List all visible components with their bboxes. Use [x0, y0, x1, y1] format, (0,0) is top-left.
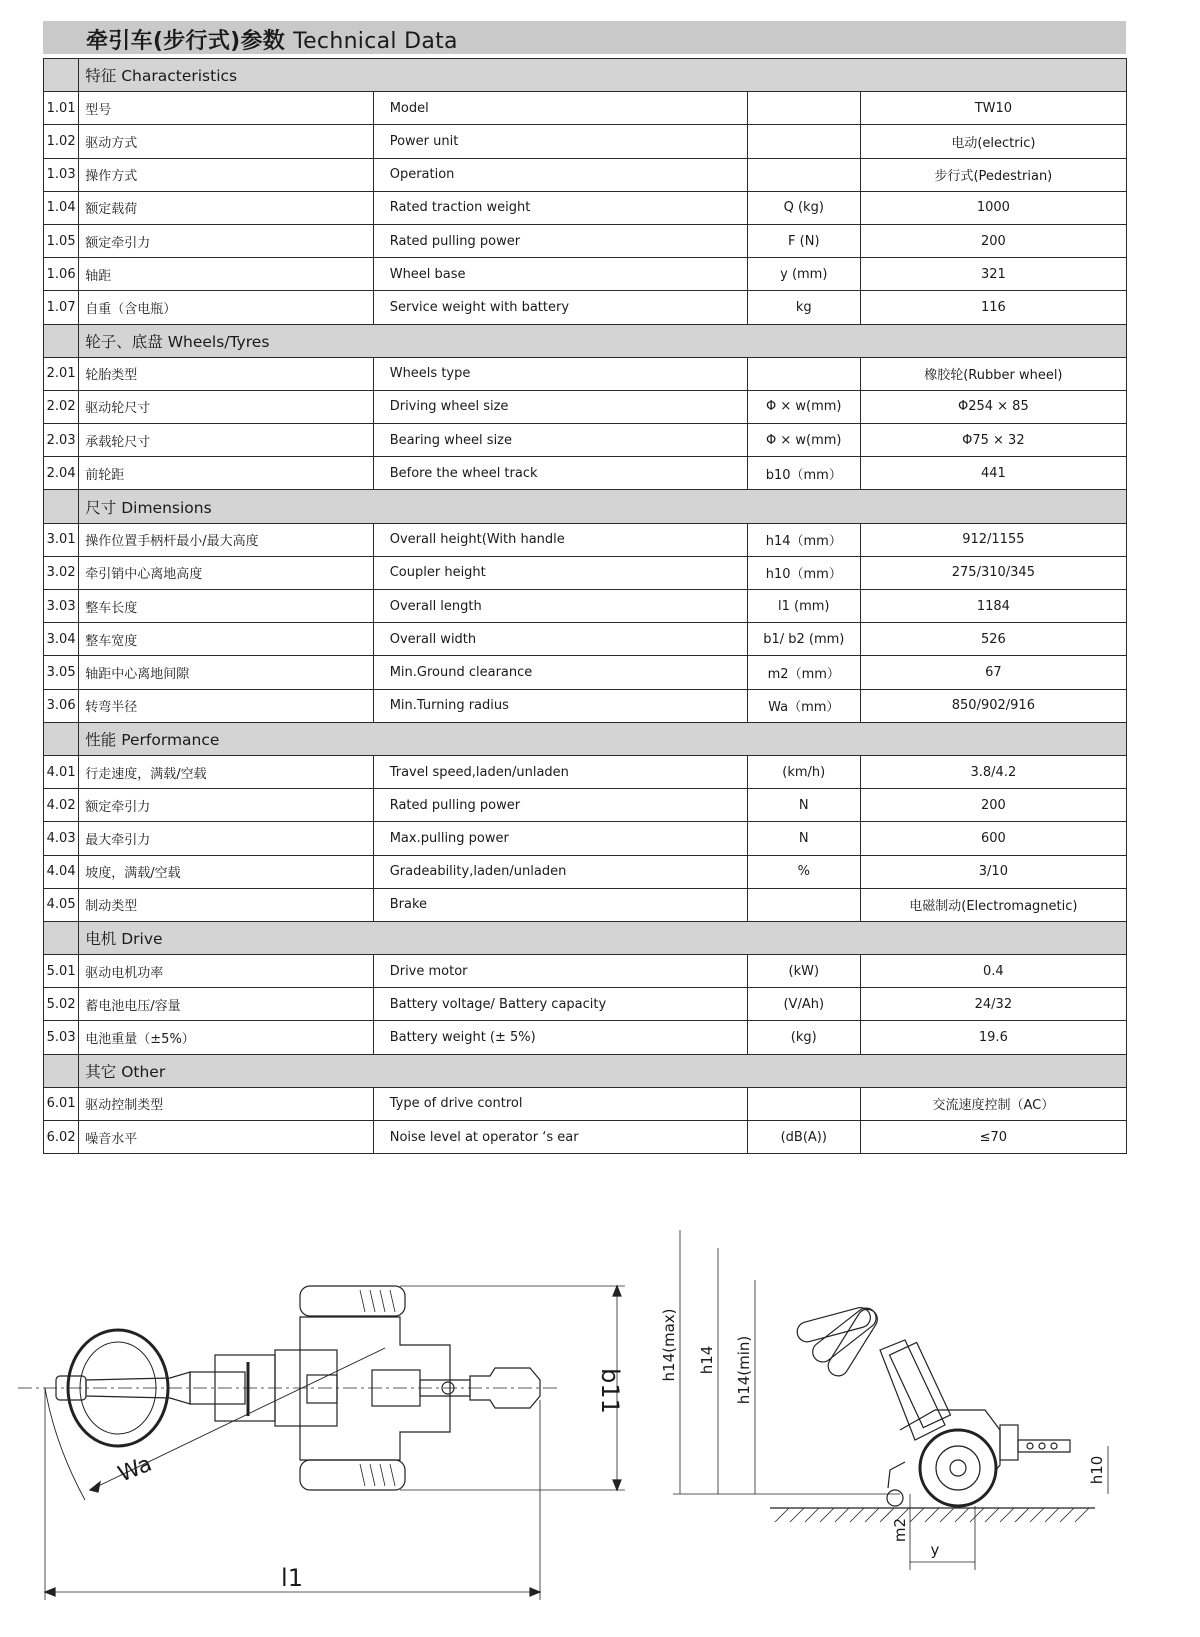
row-value: 步行式(Pedestrian) [860, 158, 1126, 191]
table-row [44, 424, 1127, 457]
row-label-en: Before the wheel track [373, 457, 747, 490]
row-number: 3.03 [44, 590, 79, 623]
row-label-cn: 轮胎类型 [79, 357, 373, 390]
row-label-cn: 整车宽度 [79, 623, 373, 656]
label-b11: b11 [596, 1368, 624, 1414]
table-row [44, 855, 1127, 888]
row-unit [747, 357, 860, 390]
row-label-en: Noise level at operator ‘s ear [373, 1121, 747, 1154]
row-value: ≤70 [860, 1121, 1126, 1154]
row-unit: (kW) [747, 955, 860, 988]
row-number: 1.02 [44, 125, 79, 158]
row-label-en: Service weight with battery [373, 291, 747, 324]
table-row [44, 1087, 1127, 1120]
row-value: TW10 [860, 92, 1126, 125]
row-value: 0.4 [860, 955, 1126, 988]
page-title-cn: 牵引车(步行式)参数 [86, 29, 286, 54]
row-label-cn: 驱动轮尺寸 [79, 390, 373, 423]
table-row [44, 789, 1127, 822]
table-row [44, 191, 1127, 224]
table-row [44, 656, 1127, 689]
row-value: 1000 [860, 191, 1126, 224]
row-label-en: Overall length [373, 590, 747, 623]
table-row [44, 822, 1127, 855]
row-label-cn: 蓄电池电压/容量 [79, 988, 373, 1021]
row-label-en: Gradeability,laden/unladen [373, 855, 747, 888]
section-header-row [44, 1054, 1127, 1087]
row-label-en: Drive motor [373, 955, 747, 988]
row-unit: b1/ b2 (mm) [747, 623, 860, 656]
row-value: 441 [860, 457, 1126, 490]
table-row [44, 258, 1127, 291]
row-number: 1.04 [44, 191, 79, 224]
row-unit: (V/Ah) [747, 988, 860, 1021]
row-value: 116 [860, 291, 1126, 324]
row-value: Φ75 × 32 [860, 424, 1126, 457]
row-label-en: Battery weight (± 5%) [373, 1021, 747, 1054]
row-label-en: Wheel base [373, 258, 747, 291]
row-label-en: Overall width [373, 623, 747, 656]
row-value: 电动(electric) [860, 125, 1126, 158]
row-label-en: Battery voltage/ Battery capacity [373, 988, 747, 1021]
row-value: 24/32 [860, 988, 1126, 1021]
row-number: 3.05 [44, 656, 79, 689]
row-number: 4.04 [44, 855, 79, 888]
row-number: 1.03 [44, 158, 79, 191]
row-label-en: Min.Ground clearance [373, 656, 747, 689]
row-number: 1.01 [44, 92, 79, 125]
row-unit [747, 92, 860, 125]
section-header-row [44, 490, 1127, 523]
row-label-en: Wheels type [373, 357, 747, 390]
row-label-en: Coupler height [373, 556, 747, 589]
table-row [44, 92, 1127, 125]
row-value: 526 [860, 623, 1126, 656]
table-row [44, 755, 1127, 788]
row-label-en: Brake [373, 888, 747, 921]
row-value: 交流速度控制（AC） [860, 1087, 1126, 1120]
row-number: 4.01 [44, 755, 79, 788]
row-label-en: Driving wheel size [373, 390, 747, 423]
row-value: 橡胶轮(Rubber wheel) [860, 357, 1126, 390]
label-h10: h10 [1088, 1455, 1106, 1485]
row-number: 4.05 [44, 888, 79, 921]
row-label-cn: 制动类型 [79, 888, 373, 921]
row-number: 2.04 [44, 457, 79, 490]
table-row [44, 590, 1127, 623]
section-title: 轮子、底盘 Wheels/Tyres [79, 324, 1127, 357]
row-label-cn: 额定载荷 [79, 191, 373, 224]
row-label-cn: 自重（含电瓶） [79, 291, 373, 324]
row-value: 67 [860, 656, 1126, 689]
row-label-en: Power unit [373, 125, 747, 158]
label-wa: Wa [114, 1451, 156, 1488]
title-bar [43, 21, 1126, 54]
row-number: 3.01 [44, 523, 79, 556]
label-m2: m2 [891, 1517, 909, 1543]
row-number: 2.03 [44, 424, 79, 457]
row-unit: Wa（mm） [747, 689, 860, 722]
table-row [44, 623, 1127, 656]
row-label-cn: 操作位置手柄杆最小/最大高度 [79, 523, 373, 556]
page-title [86, 24, 458, 55]
section-number-cell [44, 59, 79, 92]
section-number-cell [44, 921, 79, 954]
row-value: 321 [860, 258, 1126, 291]
section-title: 其它 Other [79, 1054, 1127, 1087]
row-label-cn: 额定牵引力 [79, 789, 373, 822]
row-value: 19.6 [860, 1021, 1126, 1054]
spec-table [43, 58, 1127, 1154]
dimension-drawings [0, 1230, 1200, 1637]
row-unit: Φ × w(mm) [747, 424, 860, 457]
row-label-cn: 坡度，满载/空载 [79, 855, 373, 888]
row-value: 电磁制动(Electromagnetic) [860, 888, 1126, 921]
row-label-en: Model [373, 92, 747, 125]
row-label-en: Operation [373, 158, 747, 191]
row-number: 3.06 [44, 689, 79, 722]
row-unit: h14（mm） [747, 523, 860, 556]
row-value: 275/310/345 [860, 556, 1126, 589]
row-number: 5.02 [44, 988, 79, 1021]
row-unit: (dB(A)) [747, 1121, 860, 1154]
row-value: 1184 [860, 590, 1126, 623]
row-label-cn: 驱动控制类型 [79, 1087, 373, 1120]
row-value: 200 [860, 224, 1126, 257]
table-row [44, 1121, 1127, 1154]
row-label-en: Rated pulling power [373, 224, 747, 257]
row-unit [747, 888, 860, 921]
row-number: 6.01 [44, 1087, 79, 1120]
row-label-en: Travel speed,laden/unladen [373, 755, 747, 788]
row-unit: % [747, 855, 860, 888]
row-label-cn: 轴距 [79, 258, 373, 291]
row-number: 4.02 [44, 789, 79, 822]
row-unit: y (mm) [747, 258, 860, 291]
label-l1: l1 [281, 1564, 303, 1592]
row-unit: h10（mm） [747, 556, 860, 589]
row-number: 5.01 [44, 955, 79, 988]
row-label-cn: 轴距中心离地间隙 [79, 656, 373, 689]
row-label-en: Rated traction weight [373, 191, 747, 224]
row-unit: N [747, 822, 860, 855]
page-title-en: Technical Data [293, 29, 458, 54]
row-unit: Φ × w(mm) [747, 390, 860, 423]
row-unit [747, 158, 860, 191]
section-header-row [44, 722, 1127, 755]
row-label-cn: 噪音水平 [79, 1121, 373, 1154]
row-label-cn: 额定牵引力 [79, 224, 373, 257]
row-label-en: Min.Turning radius [373, 689, 747, 722]
row-value: 200 [860, 789, 1126, 822]
row-label-cn: 转弯半径 [79, 689, 373, 722]
row-value: 912/1155 [860, 523, 1126, 556]
row-label-cn: 整车长度 [79, 590, 373, 623]
table-row [44, 888, 1127, 921]
table-row [44, 955, 1127, 988]
row-unit: m2（mm） [747, 656, 860, 689]
row-label-cn: 驱动电机功率 [79, 955, 373, 988]
row-label-cn: 前轮距 [79, 457, 373, 490]
label-h14: h14 [698, 1345, 716, 1375]
row-number: 6.02 [44, 1121, 79, 1154]
row-number: 4.03 [44, 822, 79, 855]
section-header-row [44, 59, 1127, 92]
row-label-cn: 操作方式 [79, 158, 373, 191]
row-label-cn: 牵引销中心离地高度 [79, 556, 373, 589]
row-label-cn: 电池重量（±5%） [79, 1021, 373, 1054]
row-label-cn: 型号 [79, 92, 373, 125]
table-row [44, 291, 1127, 324]
row-label-cn: 最大牵引力 [79, 822, 373, 855]
row-label-en: Type of drive control [373, 1087, 747, 1120]
row-value: 3.8/4.2 [860, 755, 1126, 788]
row-number: 3.04 [44, 623, 79, 656]
table-row [44, 390, 1127, 423]
section-title: 尺寸 Dimensions [79, 490, 1127, 523]
section-title: 性能 Performance [79, 722, 1127, 755]
table-row [44, 125, 1127, 158]
section-header-row [44, 921, 1127, 954]
row-value: 3/10 [860, 855, 1126, 888]
row-number: 2.02 [44, 390, 79, 423]
row-number: 5.03 [44, 1021, 79, 1054]
label-h14-min: h14(min) [735, 1335, 753, 1405]
row-unit: N [747, 789, 860, 822]
section-number-cell [44, 490, 79, 523]
row-label-cn: 承载轮尺寸 [79, 424, 373, 457]
table-row [44, 158, 1127, 191]
label-y: y [930, 1541, 940, 1559]
row-value: Φ254 × 85 [860, 390, 1126, 423]
row-unit: F (N) [747, 224, 860, 257]
row-number: 2.01 [44, 357, 79, 390]
row-label-cn: 行走速度，满载/空载 [79, 755, 373, 788]
table-row [44, 988, 1127, 1021]
table-row [44, 556, 1127, 589]
table-row [44, 357, 1127, 390]
top-view-drawing [18, 1286, 625, 1600]
row-unit: Q (kg) [747, 191, 860, 224]
section-number-cell [44, 324, 79, 357]
section-title: 特征 Characteristics [79, 59, 1127, 92]
row-number: 1.07 [44, 291, 79, 324]
table-row [44, 224, 1127, 257]
row-unit [747, 1087, 860, 1120]
row-unit: kg [747, 291, 860, 324]
row-label-en: Max.pulling power [373, 822, 747, 855]
section-number-cell [44, 722, 79, 755]
row-unit: b10（mm） [747, 457, 860, 490]
row-unit: (kg) [747, 1021, 860, 1054]
row-label-cn: 驱动方式 [79, 125, 373, 158]
label-h14-max: h14(max) [660, 1308, 678, 1382]
table-row [44, 523, 1127, 556]
row-unit [747, 125, 860, 158]
row-label-en: Bearing wheel size [373, 424, 747, 457]
table-row [44, 1021, 1127, 1054]
table-row [44, 689, 1127, 722]
section-number-cell [44, 1054, 79, 1087]
row-number: 1.05 [44, 224, 79, 257]
row-unit: (km/h) [747, 755, 860, 788]
section-header-row [44, 324, 1127, 357]
section-title: 电机 Drive [79, 921, 1127, 954]
row-number: 1.06 [44, 258, 79, 291]
row-value: 600 [860, 822, 1126, 855]
row-number: 3.02 [44, 556, 79, 589]
row-value: 850/902/916 [860, 689, 1126, 722]
row-label-en: Rated pulling power [373, 789, 747, 822]
table-row [44, 457, 1127, 490]
row-label-en: Overall height(With handle [373, 523, 747, 556]
row-unit: l1 (mm) [747, 590, 860, 623]
